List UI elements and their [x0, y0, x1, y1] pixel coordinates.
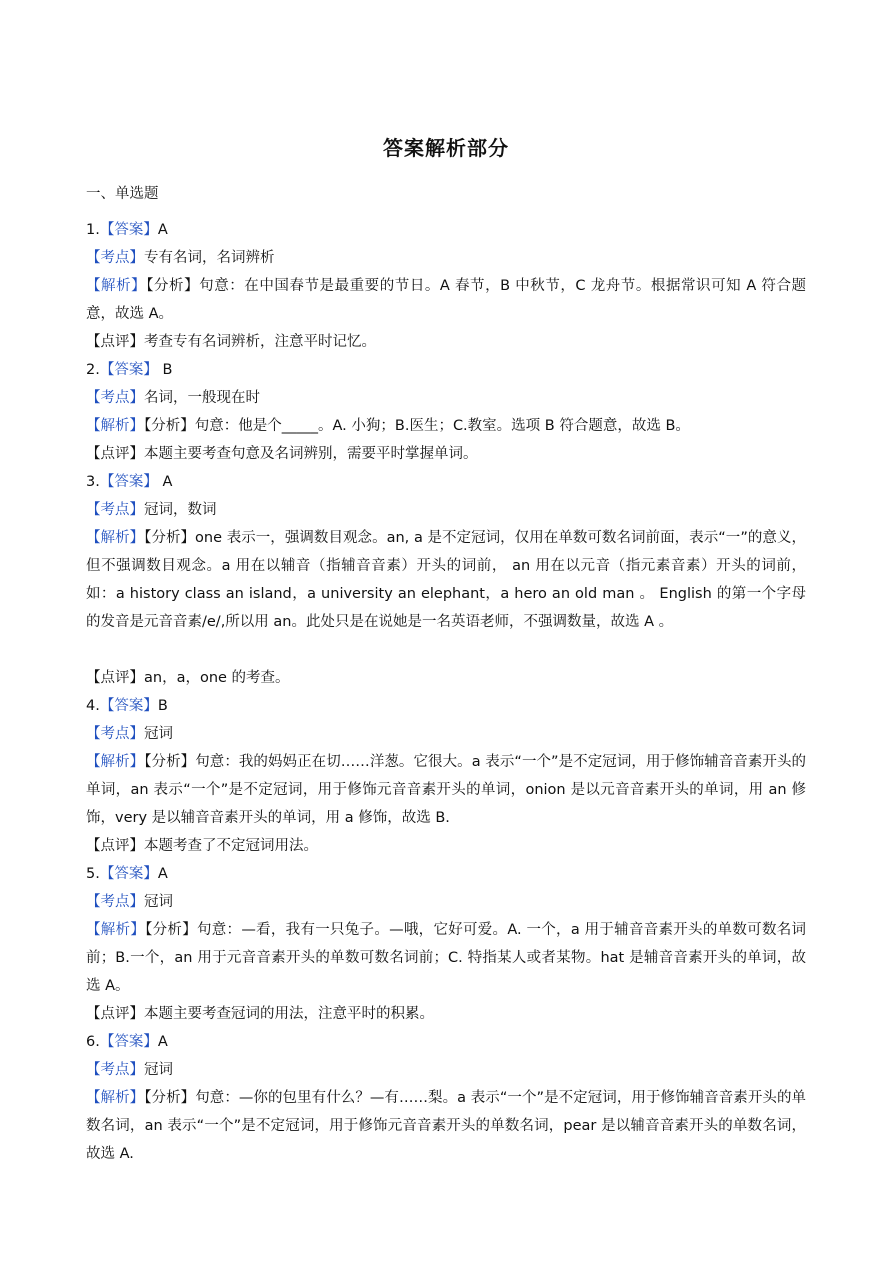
- answer-line: [86, 356, 806, 384]
- answer-value: A: [157, 474, 173, 490]
- review-text: an，a，one 的考查。: [144, 670, 290, 686]
- review-text: 本题考查了不定冠词用法。: [144, 838, 318, 854]
- analysis-text: 【分析】句意：他是个_____。A. 小狗；B.医生；C.教室。选项 B 符合题意，故选 B。: [144, 418, 690, 434]
- analysis-line: [86, 1084, 806, 1168]
- question-number: 3.: [86, 474, 100, 490]
- answer-line: [86, 692, 806, 720]
- point-text: 冠词: [144, 894, 173, 910]
- point-text: 冠词，数词: [144, 502, 217, 518]
- review-tag: 【点评】: [86, 1006, 144, 1022]
- answer-tag: 【答案】: [99, 222, 158, 238]
- question-number: 4.: [86, 698, 100, 714]
- answer-tag: 【答案】: [99, 362, 158, 378]
- review-line: [86, 664, 806, 692]
- answer-value: B: [157, 362, 173, 378]
- point-line: [86, 496, 806, 524]
- analysis-line: [86, 412, 806, 440]
- question-number: 1.: [86, 222, 100, 238]
- analysis-text: 【分析】句意：—你的包里有什么？—有……梨。a 表示“一个”是不定冠词，用于修饰辅音音素开头的单数名词，an 表示“一个”是不定冠词，用于修饰元音音素开头的单数名词，pear 是以辅音音素开头的单数名词，故选 A.: [86, 1090, 807, 1162]
- answer-line: [86, 216, 806, 244]
- review-text: 本题主要考查句意及名词辨别，需要平时掌握单词。: [144, 446, 478, 462]
- analysis-line: [86, 272, 806, 328]
- analysis-text: 【分析】句意：在中国春节是最重要的节日。A 春节，B 中秋节，C 龙舟节。根据常识可知 A 符合题意，故选 A。: [86, 278, 807, 322]
- section-heading: 一、单选题: [86, 186, 159, 202]
- point-tag: 【考点】: [86, 1062, 144, 1078]
- blank-line: [86, 636, 806, 664]
- answer-line: [86, 468, 806, 496]
- analysis-text: 【分析】句意：—看，我有一只兔子。—哦，它好可爱。A. 一个，a 用于辅音音素开头的单数可数名词前；B.一个，an 用于元音音素开头的单数可数名词前；C. 特指某人或者某物。hat 是辅音音素开头的单词，故选 A。: [86, 922, 807, 994]
- analysis-tag: 【解析】: [86, 418, 144, 434]
- point-text: 冠词: [144, 726, 173, 742]
- analysis-text: 【分析】one 表示一，强调数目观念。an, a 是不定冠词，仅用在单数可数名词前面，表示“一”的意义，但不强调数目观念。a 用在以辅音（指辅音音素）开头的词前， an 用在以元音（指元素音素）开头的词前，如：a history class an island，a university an elephant，a hero an old man 。 English 的第一个字母的发音是元音音素/e/,所以用 an。此处只是在说她是一名英语老师，不强调数量，故选 A 。: [86, 530, 806, 630]
- point-tag: 【考点】: [86, 250, 144, 266]
- analysis-line: [86, 916, 806, 1000]
- point-text: 名词，一般现在时: [144, 390, 260, 406]
- review-tag: 【点评】: [86, 838, 144, 854]
- review-line: [86, 832, 806, 860]
- point-tag: 【考点】: [86, 894, 144, 910]
- point-tag: 【考点】: [86, 726, 144, 742]
- review-text: 本题主要考查冠词的用法，注意平时的积累。: [144, 1006, 434, 1022]
- review-line: [86, 1000, 806, 1028]
- review-tag: 【点评】: [86, 670, 144, 686]
- review-tag: 【点评】: [86, 446, 144, 462]
- answer-tag: 【答案】: [99, 474, 158, 490]
- answer-line: [86, 860, 806, 888]
- analysis-line: [86, 524, 806, 636]
- point-line: [86, 244, 806, 272]
- analysis-tag: 【解析】: [86, 922, 146, 938]
- analysis-text: 【分析】句意：我的妈妈正在切……洋葱。它很大。a 表示“一个”是不定冠词，用于修饰辅音音素开头的单词，an 表示“一个”是不定冠词，用于修饰元音音素开头的单词，onion 是以元音音素开头的单词，用 an 修饰，very 是以辅音音素开头的单词，用 a 修饰，故选 B.: [86, 754, 807, 826]
- analysis-line: [86, 748, 806, 832]
- point-tag: 【考点】: [86, 390, 144, 406]
- answer-list: [86, 216, 806, 1168]
- review-tag: 【点评】: [86, 334, 144, 350]
- review-line: [86, 328, 806, 356]
- point-text: 冠词: [144, 1062, 173, 1078]
- question-number: 6.: [86, 1034, 100, 1050]
- answer-line: [86, 1028, 806, 1056]
- point-line: [86, 384, 806, 412]
- point-line: [86, 888, 806, 916]
- review-text: 考查专有名词辨析，注意平时记忆。: [144, 334, 376, 350]
- review-line: [86, 440, 806, 468]
- point-text: 专有名词，名词辨析: [144, 250, 275, 266]
- analysis-tag: 【解析】: [86, 1090, 145, 1106]
- answer-tag: 【答案】: [99, 1034, 158, 1050]
- question-number: 2.: [86, 362, 100, 378]
- answer-value: A: [157, 866, 168, 882]
- analysis-tag: 【解析】: [86, 530, 145, 546]
- analysis-tag: 【解析】: [86, 278, 147, 294]
- point-line: [86, 720, 806, 748]
- answer-value: A: [157, 1034, 168, 1050]
- answer-value: B: [157, 698, 168, 714]
- answer-value: A: [157, 222, 168, 238]
- point-tag: 【考点】: [86, 502, 144, 518]
- analysis-tag: 【解析】: [86, 754, 145, 770]
- point-line: [86, 1056, 806, 1084]
- question-number: 5.: [86, 866, 100, 882]
- page-title: 答案解析部分: [383, 136, 509, 160]
- answer-tag: 【答案】: [99, 698, 158, 714]
- answer-tag: 【答案】: [99, 866, 158, 882]
